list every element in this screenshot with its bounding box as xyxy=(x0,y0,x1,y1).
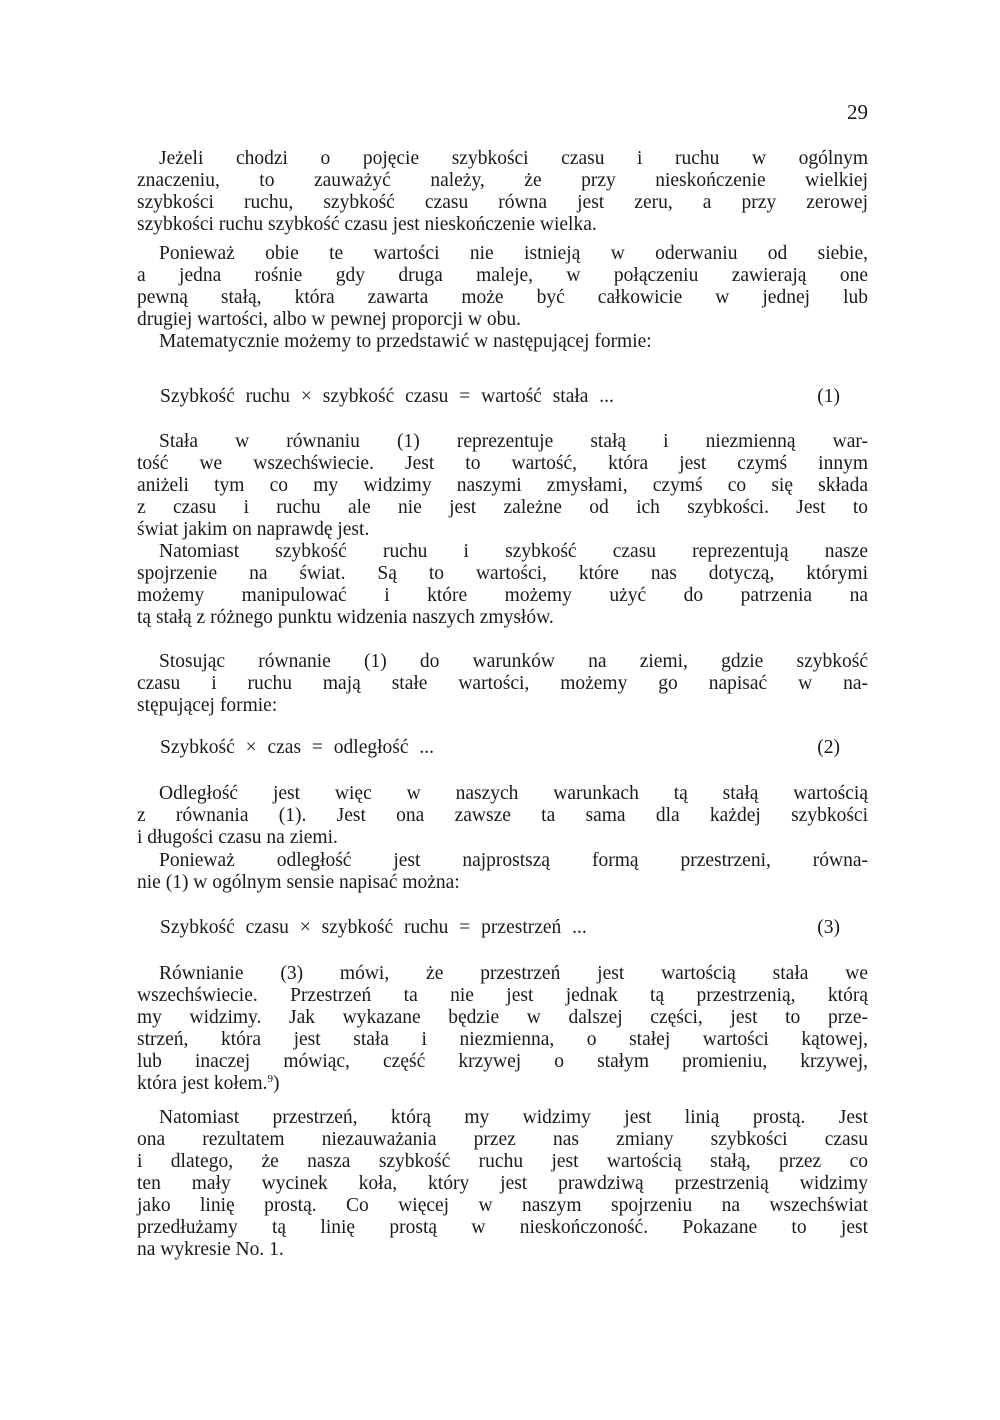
text-line: aniżeli tym co my widzimy naszymi zmysłami, czymś co się składa xyxy=(137,475,868,496)
paragraph-1 xyxy=(137,148,868,236)
text-line xyxy=(137,1073,868,1095)
paragraph-9 xyxy=(137,963,868,1095)
text-line: lub inaczej mówiąc, część krzywej o stałym promieniu, krzywej, xyxy=(137,1051,868,1072)
text-line: Stosując równanie (1) do warunków na ziemi, gdzie szybkość xyxy=(159,651,868,672)
text-line: stępującej formie: xyxy=(137,695,278,716)
text-line: znaczeniu, to zauważyć należy, że przy nieskończenie wielkiej xyxy=(137,170,868,191)
equation-2 xyxy=(160,737,840,759)
text-line: i dlatego, że nasza szybkość ruchu jest wartością stałą, przez co xyxy=(137,1151,868,1172)
text-line: szybkości ruchu szybkość czasu jest nieskończenie wielka. xyxy=(137,214,597,235)
paragraph-10 xyxy=(137,1107,868,1261)
text-line: jako linię prostą. Co więcej w naszym spojrzeniu na wszechświat xyxy=(137,1195,868,1216)
paragraph-6 xyxy=(137,651,868,717)
text-line: my widzimy. Jak wykazane będzie w dalszej części, jest to prze- xyxy=(137,1007,868,1028)
equation-expression: Szybkość ruchu × szybkość czasu = wartość stała ... xyxy=(160,386,614,407)
paragraph-8 xyxy=(137,850,868,894)
equation-3 xyxy=(160,917,840,939)
equation-number: (2) xyxy=(817,737,840,758)
text-line: ona rezultatem niezauważania przez nas zmiany szybkości czasu xyxy=(137,1129,868,1150)
text-line: drugiej wartości, albo w pewnej proporcji w obu. xyxy=(137,309,521,330)
text-line: świat jakim on naprawdę jest. xyxy=(137,519,370,540)
page-number: 29 xyxy=(847,100,868,124)
text-line: wszechświecie. Przestrzeń ta nie jest jednak tą przestrzenią, którą xyxy=(137,985,868,1006)
text-line: nie (1) w ogólnym sensie napisać można: xyxy=(137,872,460,893)
text-line: i długości czasu na ziemi. xyxy=(137,827,338,848)
text-line: Natomiast szybkość ruchu i szybkość czasu reprezentują nasze xyxy=(159,541,868,562)
paragraph-3 xyxy=(137,331,868,353)
text-line: Stała w równaniu (1) reprezentuje stałą i niezmienną war- xyxy=(159,431,868,452)
paragraph-4 xyxy=(137,431,868,541)
equation-expression: Szybkość × czas = odległość ... xyxy=(160,737,435,758)
text-line: Równianie (3) mówi, że przestrzeń jest wartością stała we xyxy=(159,963,868,984)
text-fragment: ) xyxy=(273,1073,280,1094)
text-line: strzeń, która jest stała i niezmienna, o stałej wartości kątowej, xyxy=(137,1029,868,1050)
text-line: Jeżeli chodzi o pojęcie szybkości czasu i ruchu w ogólnym xyxy=(159,148,868,169)
text-line: Natomiast przestrzeń, którą my widzimy jest linią prostą. Jest xyxy=(159,1107,868,1128)
text-line: z równania (1). Jest ona zawsze ta sama dla każdej szybkości xyxy=(137,805,868,826)
text-line: przedłużamy tą linię prostą w nieskończoność. Pokazane to jest xyxy=(137,1217,868,1238)
text-line: Matematycznie możemy to przedstawić w następującej formie: xyxy=(159,331,652,352)
text-line: czasu i ruchu mają stałe wartości, możemy go napisać w na- xyxy=(137,673,868,694)
text-line: na wykresie No. 1. xyxy=(137,1239,284,1260)
text-line: szybkości ruchu, szybkość czasu równa jest zeru, a przy zerowej xyxy=(137,192,868,213)
paragraph-5 xyxy=(137,541,868,629)
text-line: Odległość jest więc w naszych warunkach tą stałą wartością xyxy=(159,783,868,804)
equation-expression: Szybkość czasu × szybkość ruchu = przestrzeń ... xyxy=(160,917,587,938)
equation-1 xyxy=(160,386,840,408)
text-line: spojrzenie na świat. Są to wartości, które nas dotyczą, którymi xyxy=(137,563,868,584)
equation-number: (1) xyxy=(817,386,840,407)
text-line: Ponieważ odległość jest najprostszą formą przestrzeni, równa- xyxy=(159,850,868,871)
footnote-reference[interactable]: 9 xyxy=(267,1073,274,1085)
paragraph-2 xyxy=(137,243,868,331)
equation-number: (3) xyxy=(817,917,840,938)
text-line: z czasu i ruchu ale nie jest zależne od ich szybkości. Jest to xyxy=(137,497,868,518)
text-line: Ponieważ obie te wartości nie istnieją w oderwaniu od siebie, xyxy=(159,243,868,264)
text-line: tość we wszechświecie. Jest to wartość, która jest czymś innym xyxy=(137,453,868,474)
text-fragment: która jest kołem. xyxy=(137,1073,268,1094)
text-line: możemy manipulować i które możemy użyć do patrzenia na xyxy=(137,585,868,606)
text-line: ten mały wycinek koła, który jest prawdziwą przestrzenią widzimy xyxy=(137,1173,868,1194)
paragraph-7 xyxy=(137,783,868,849)
text-line: pewną stałą, która zawarta może być całkowicie w jednej lub xyxy=(137,287,868,308)
text-line: a jedna rośnie gdy druga maleje, w połączeniu zawierają one xyxy=(137,265,868,286)
text-line: tą stałą z różnego punktu widzenia naszych zmysłów. xyxy=(137,607,554,628)
